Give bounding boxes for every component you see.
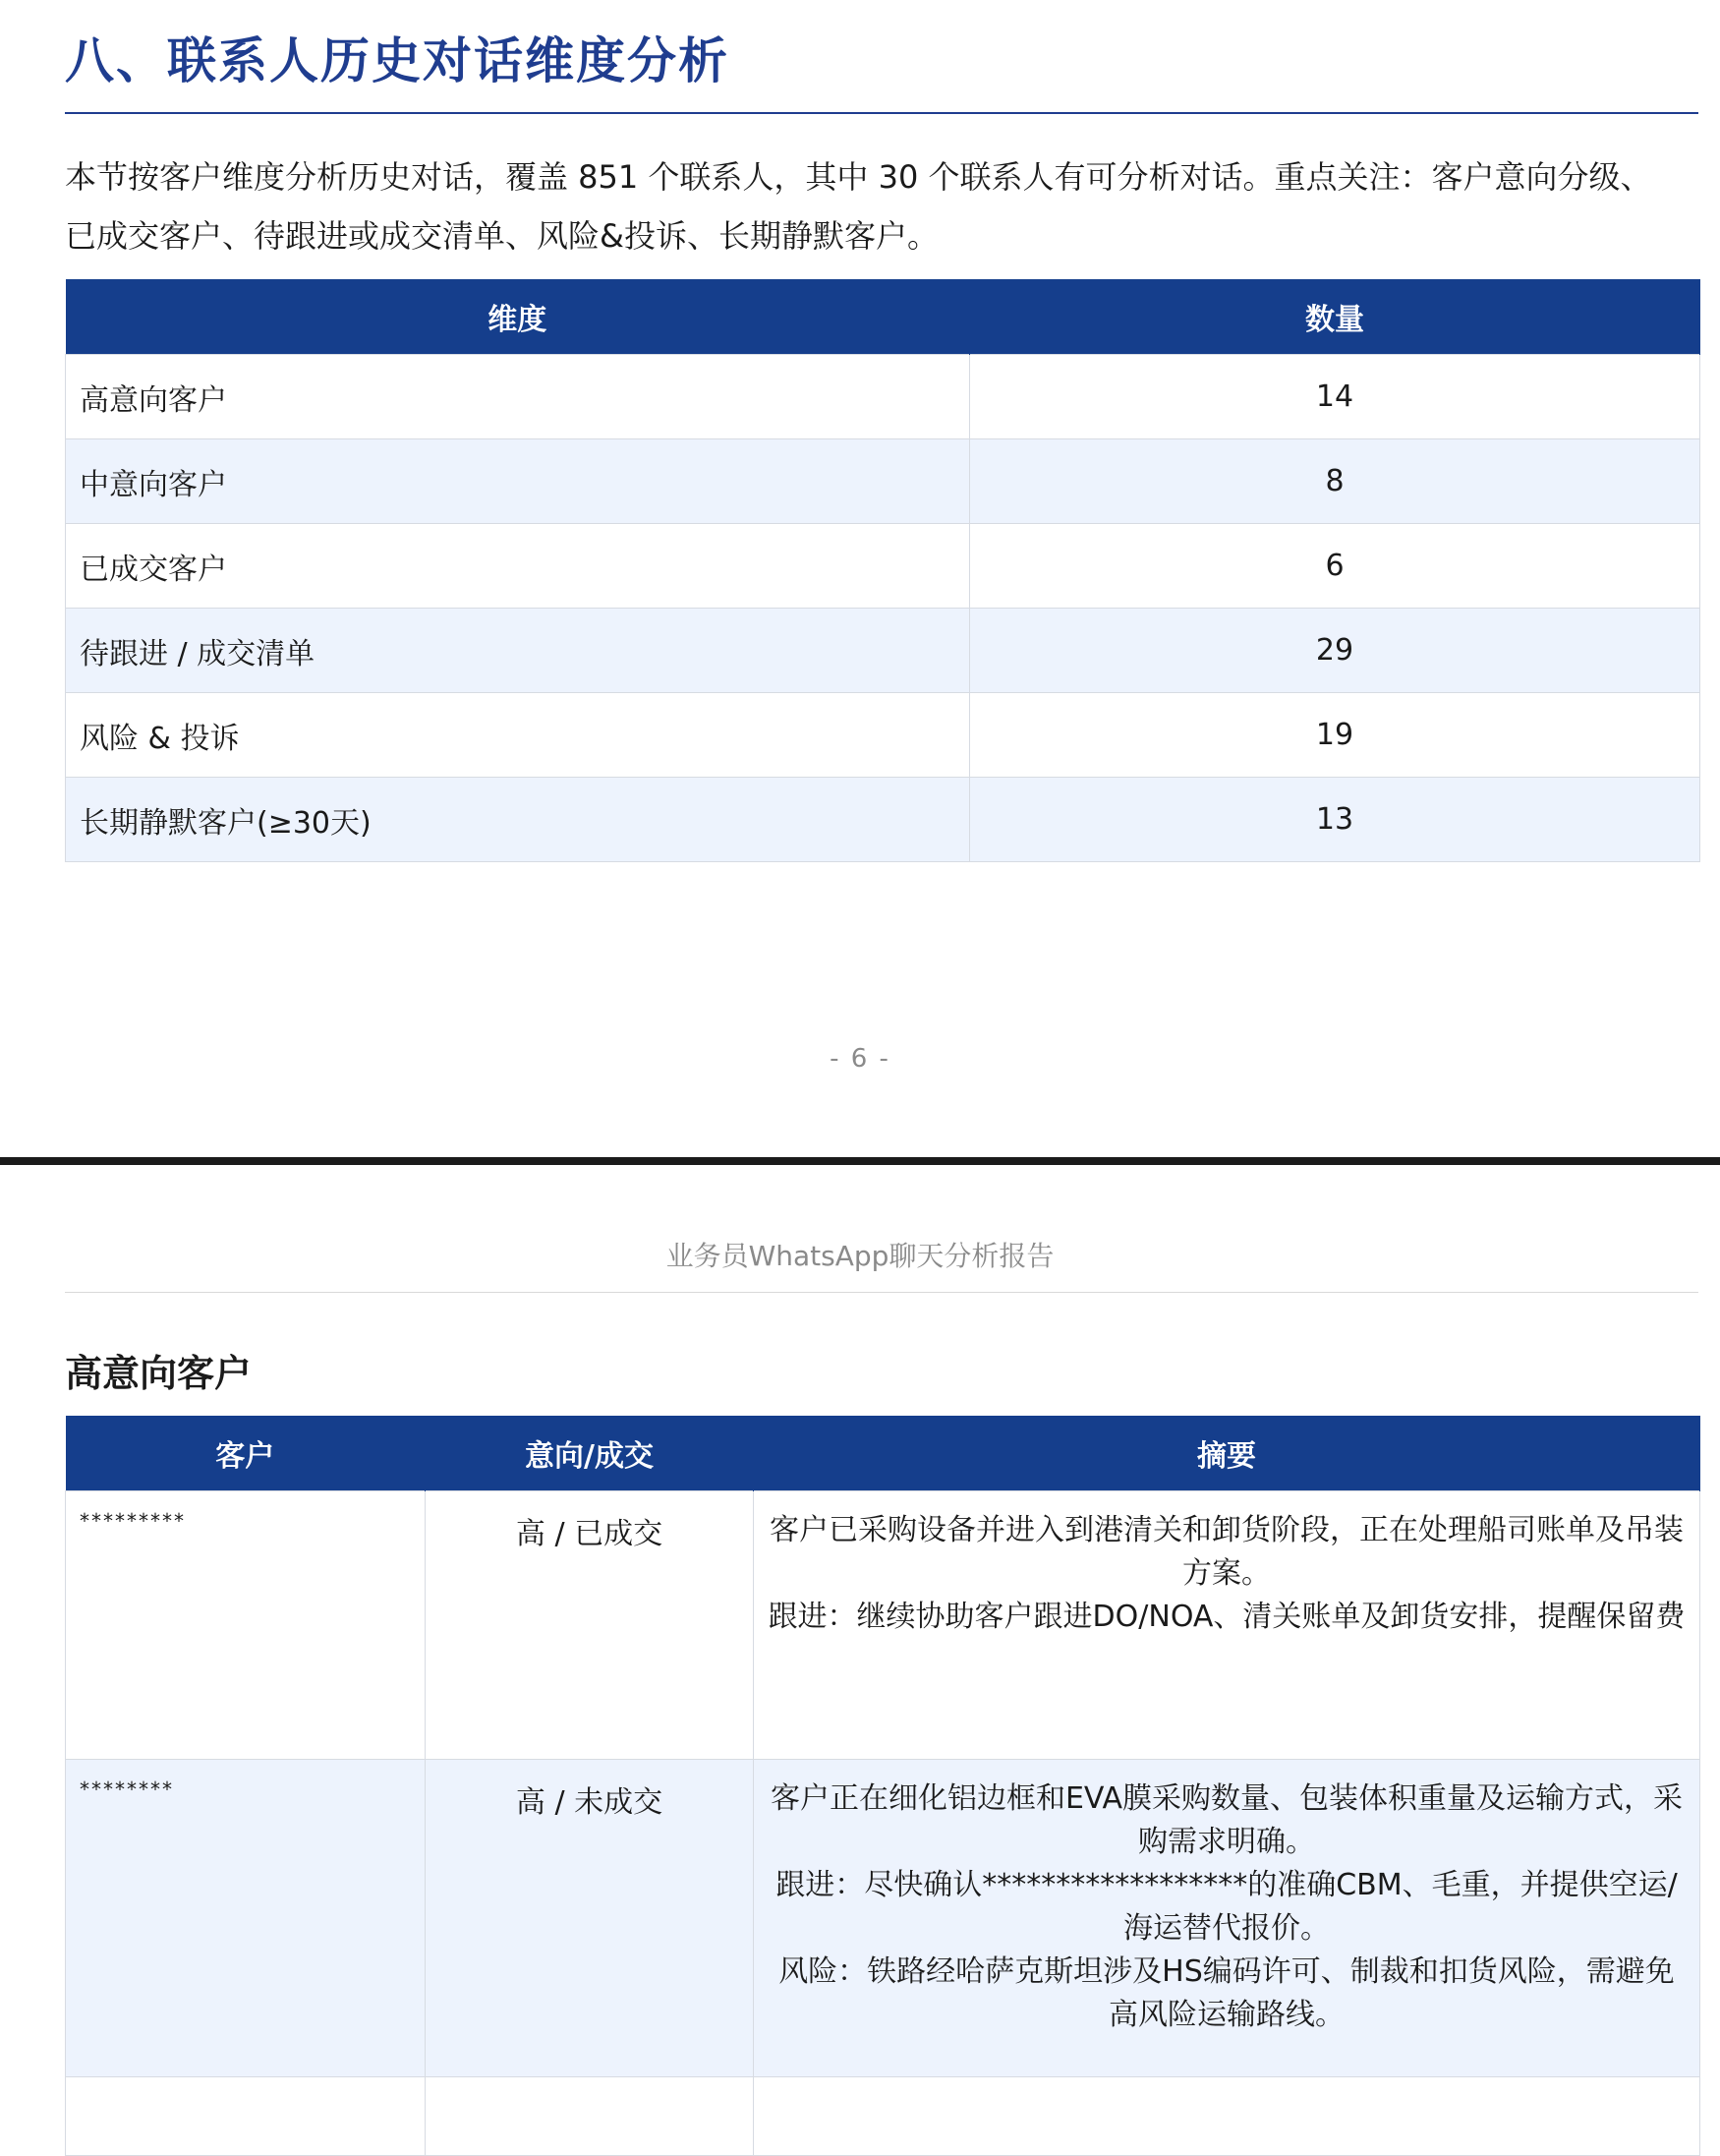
summary-line: 风险：铁路经哈萨克斯坦涉及HS编码许可、制裁和扣货风险，需避免高风险运输路线。 bbox=[778, 1954, 1675, 2032]
column-header-count: 数量 bbox=[970, 279, 1700, 355]
dimension-count: 19 bbox=[970, 693, 1700, 778]
customer-summary bbox=[754, 1760, 1700, 2077]
summary-line: 客户已采购设备并进入到港清关和卸货阶段，正在处理船司账单及吊装方案。 bbox=[770, 1513, 1684, 1591]
table-cell bbox=[66, 2077, 426, 2156]
high-intent-customer-table bbox=[65, 1416, 1700, 2156]
dimension-name: 风险 & 投诉 bbox=[66, 693, 970, 778]
table-row bbox=[66, 778, 1700, 862]
table-row bbox=[66, 355, 1700, 439]
dimension-name: 长期静默客户(≥30天) bbox=[66, 778, 970, 862]
running-header: 业务员WhatsApp聊天分析报告 bbox=[665, 1240, 1055, 1272]
header-rule bbox=[65, 1292, 1698, 1293]
page-break-divider bbox=[0, 1157, 1720, 1165]
dimension-count: 8 bbox=[970, 439, 1700, 524]
table-row bbox=[66, 1760, 1700, 2077]
table-row bbox=[66, 1491, 1700, 1760]
table-row bbox=[66, 609, 1700, 693]
dimension-summary-table bbox=[65, 279, 1700, 862]
dimension-count: 6 bbox=[970, 524, 1700, 609]
customer-name-masked: ******** bbox=[66, 1760, 426, 2077]
dimension-name: 中意向客户 bbox=[66, 439, 970, 524]
customer-summary bbox=[754, 1491, 1700, 1760]
intent-status: 高 / 已成交 bbox=[426, 1491, 754, 1760]
dimension-count: 14 bbox=[970, 355, 1700, 439]
dimension-name: 待跟进 / 成交清单 bbox=[66, 609, 970, 693]
dimension-count: 29 bbox=[970, 609, 1700, 693]
section-title: 八、联系人历史对话维度分析 bbox=[65, 32, 729, 89]
column-header-customer: 客户 bbox=[66, 1416, 426, 1491]
summary-line: 跟进：尽快确认******************的准确CBM、毛重，并提供空运/海运替代报价。 bbox=[775, 1868, 1678, 1946]
table-row bbox=[66, 2077, 1700, 2156]
table-cell bbox=[754, 2077, 1700, 2156]
table-header-row bbox=[66, 279, 1700, 355]
column-header-intent: 意向/成交 bbox=[426, 1416, 754, 1491]
dimension-name: 高意向客户 bbox=[66, 355, 970, 439]
customer-name-masked: ********* bbox=[66, 1491, 426, 1760]
summary-line: 客户正在细化铝边框和EVA膜采购数量、包装体积重量及运输方式，采购需求明确。 bbox=[770, 1781, 1684, 1859]
summary-line: 跟进：继续协助客户跟进DO/NOA、清关账单及卸货安排，提醒保留费 bbox=[768, 1600, 1686, 1634]
table-row bbox=[66, 524, 1700, 609]
subsection-title: 高意向客户 bbox=[65, 1352, 253, 1395]
page-number: - 6 - bbox=[830, 1044, 890, 1074]
dimension-name: 已成交客户 bbox=[66, 524, 970, 609]
report-page-7 bbox=[0, 1166, 1720, 2045]
column-header-summary: 摘要 bbox=[754, 1416, 1700, 1491]
section-intro-paragraph: 本节按客户维度分析历史对话，覆盖 851 个联系人，其中 30 个联系人有可分析对话。重点关注：客户意向分级、已成交客户、待跟进或成交清单、风险&投诉、长期静默客户。 bbox=[65, 158, 1652, 255]
table-row bbox=[66, 693, 1700, 778]
table-row bbox=[66, 439, 1700, 524]
intent-status: 高 / 未成交 bbox=[426, 1760, 754, 2077]
dimension-count: 13 bbox=[970, 778, 1700, 862]
table-cell bbox=[426, 2077, 754, 2156]
section-title-underline bbox=[65, 112, 1698, 114]
table-header-row bbox=[66, 1416, 1700, 1491]
column-header-dimension: 维度 bbox=[66, 279, 970, 355]
